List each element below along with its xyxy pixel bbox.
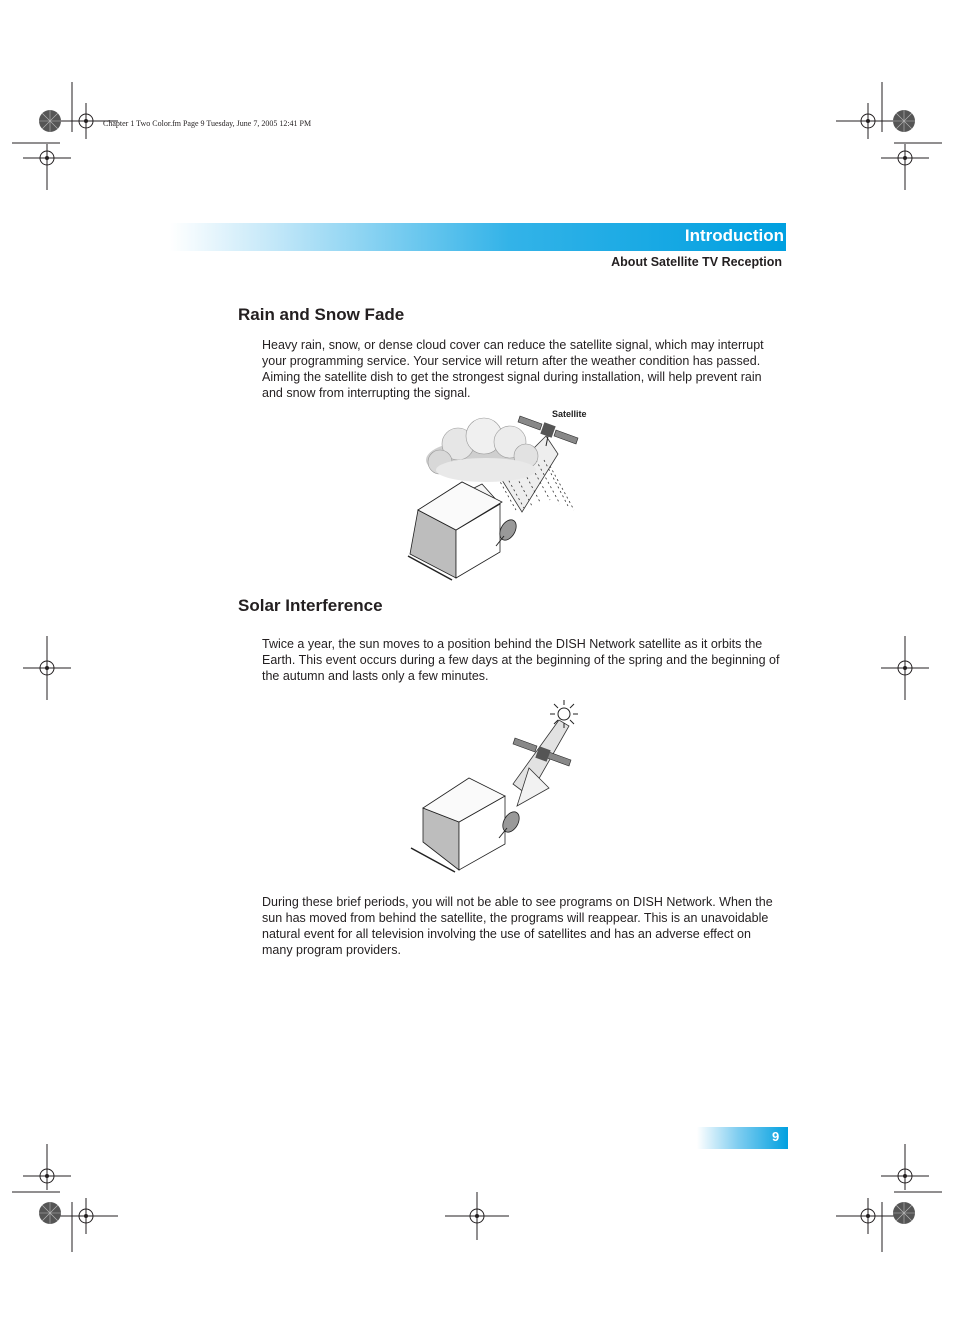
page-number: 9 [772, 1129, 780, 1144]
print-slug: Chapter 1 Two Color.fm Page 9 Tuesday, June 7, 2005 12:41 PM [103, 119, 312, 128]
house-icon [408, 482, 502, 580]
satellite-label: Satellite [552, 409, 587, 419]
chapter-title: Introduction [684, 226, 784, 245]
house-icon [411, 778, 505, 872]
paragraph-rain-snow: Heavy rain, snow, or dense cloud cover can reduce the satellite signal, which may interrupt your programming service. Your service will return after the weather condition has passed. Aiming the satellite dish to get the strongest signal during installation, will help prevent rain and snow from interrupting the signal. [262, 338, 764, 400]
sun-icon [550, 700, 578, 728]
heading-rain-snow-fade: Rain and Snow Fade [238, 305, 405, 324]
heading-solar-interference: Solar Interference [238, 596, 383, 615]
paragraph-solar-2: During these brief periods, you will not be able to see programs on DISH Network. When the sun has moved from behind the satellite, the programs will reappear. This is an unavoidable natural event for all television involving the use of satellites and has an adverse effect on many program providers. [262, 895, 773, 957]
solar-interference-illustration [405, 698, 595, 878]
section-subtitle: About Satellite TV Reception [611, 255, 782, 269]
cloud-icon [426, 418, 538, 482]
rain-fade-illustration [400, 402, 610, 582]
paragraph-solar-1: Twice a year, the sun moves to a position behind the DISH Network satellite as it orbits the Earth. This event occurs during a few days at the beginning of the spring and the beginning of the autumn and lasts only a few minutes. [262, 637, 780, 683]
